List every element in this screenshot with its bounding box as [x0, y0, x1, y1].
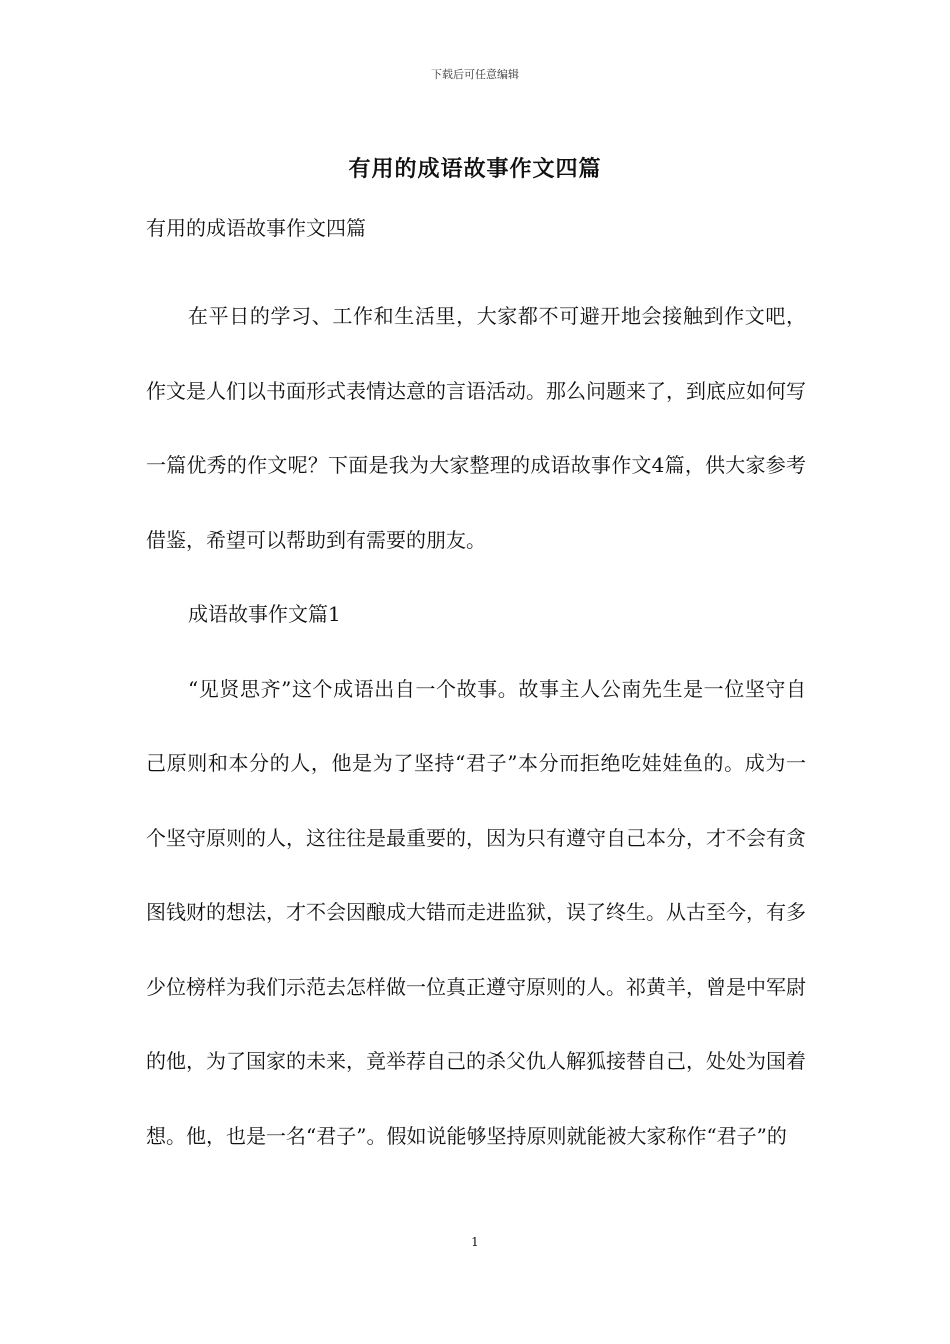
paragraph-intro: 在平日的学习、工作和生活里，大家都不可避开地会接触到作文吧，作文是人们以书面形式表情达意的言语活动。那么问题来了，到底应如何写一篇优秀的作文呢？下面是我为大家整理的成语故事作文4篇，供大家参考借鉴，希望可以帮助到有需要的朋友。 — [146, 304, 806, 552]
document-title: 有用的成语故事作文四篇 — [348, 156, 602, 182]
header-note: 下载后可任意编辑 — [431, 68, 519, 81]
document-body — [146, 279, 806, 1173]
page-number: 1 — [471, 1235, 479, 1249]
paragraph-story: “见贤思齐”这个成语出自一个故事。故事主人公南先生是一位坚守自己原则和本分的人，他是为了坚持“君子”本分而拒绝吃娃娃鱼的。成为一个坚守原则的人，这往往是最重要的，因为只有遵守自己本分，才不会有贪图钱财的想法，才不会因酿成大错而走进监狱，误了终生。从古至今，有多少位榜样为我们示范去怎样做一位真正遵守原则的人。祁黄羊，曾是中军尉的他，为了国家的未来，竟举荐自己的杀父仇人解狐接替自己，处处为国着想。他，也是一名“君子”。假如说能够坚持原则就能被大家称作“君子”的 — [146, 676, 806, 1148]
document-subtitle: 有用的成语故事作文四篇 — [146, 216, 366, 240]
section-heading: 成语故事作文篇1 — [188, 602, 341, 626]
